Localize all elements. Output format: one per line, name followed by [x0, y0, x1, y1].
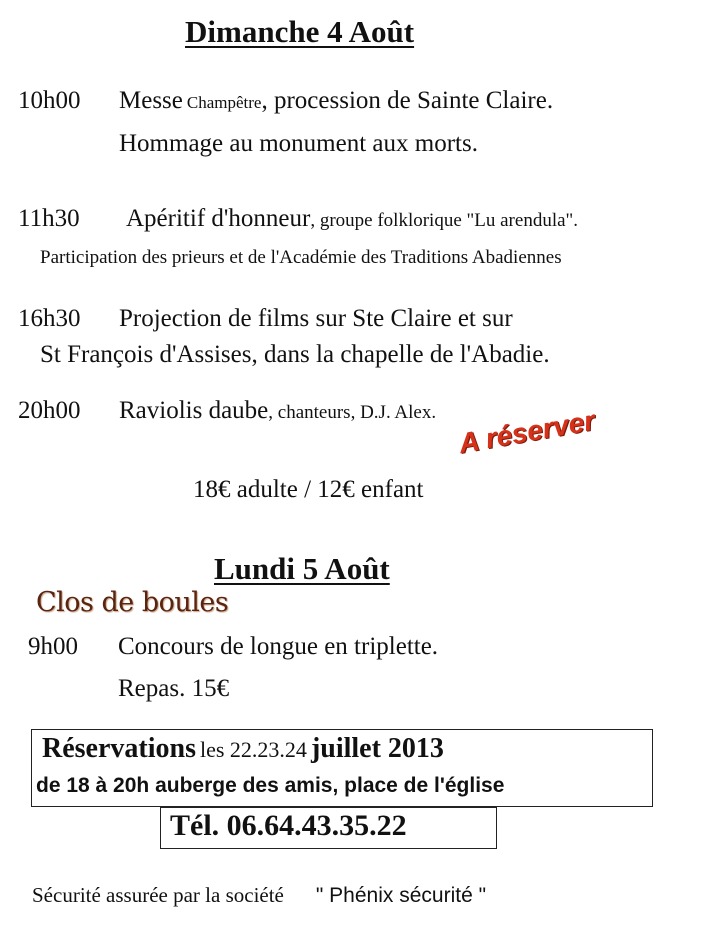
event-title-rest: , chanteurs, D.J. Alex. [268, 402, 437, 423]
venue-label: Clos de boules [36, 587, 229, 618]
event-title-line [126, 205, 578, 233]
security-text: Sécurité assurée par la société [32, 883, 284, 907]
sunday-heading: Dimanche 4 Août [185, 14, 415, 49]
reservations-month: juillet 2013 [310, 733, 444, 764]
event-time: 10h00 [18, 87, 81, 114]
event-detail: Participation des prieurs et de l'Académie des Traditions Abadiennes [40, 247, 562, 268]
reservations-label: Réservations [42, 733, 196, 764]
event-detail: St François d'Assises, dans la chapelle de l'Abadie. [40, 341, 550, 368]
reservations-days: les 22.23.24 [199, 737, 307, 762]
event-detail: Hommage au monument aux morts. [119, 130, 478, 157]
event-title-rest: , procession de Sainte Claire. [261, 87, 554, 114]
event-time: 16h30 [18, 305, 81, 332]
phone-number: Tél. 06.64.43.35.22 [170, 809, 407, 842]
event-title: Messe [119, 87, 183, 114]
security-company: " Phénix sécurité " [315, 884, 487, 907]
event-title: Raviolis daube [119, 397, 269, 424]
event-title-note: Champêtre [186, 93, 262, 112]
price-text: 18€ adulte / 12€ enfant [193, 476, 424, 503]
security-line [32, 883, 486, 908]
event-title: Projection de films sur Ste Claire et sur [119, 305, 513, 332]
event-title: Apéritif d'honneur [126, 205, 311, 232]
reserve-stamp: A réserver [456, 404, 598, 460]
monday-heading: Lundi 5 Août [214, 551, 390, 586]
event-title-rest: , groupe folklorique "Lu arendula". [310, 210, 579, 231]
reservations-hours: de 18 à 20h auberge des amis, place de l'église [36, 774, 505, 797]
event-time: 9h00 [28, 633, 78, 660]
event-time: 20h00 [18, 397, 81, 424]
event-title-line [119, 397, 436, 425]
reservations-line [42, 733, 444, 765]
event-title: Concours de longue en triplette. [118, 633, 439, 660]
event-title-line [119, 87, 553, 115]
meal-price: Repas. 15€ [118, 675, 230, 702]
event-time: 11h30 [18, 205, 80, 232]
